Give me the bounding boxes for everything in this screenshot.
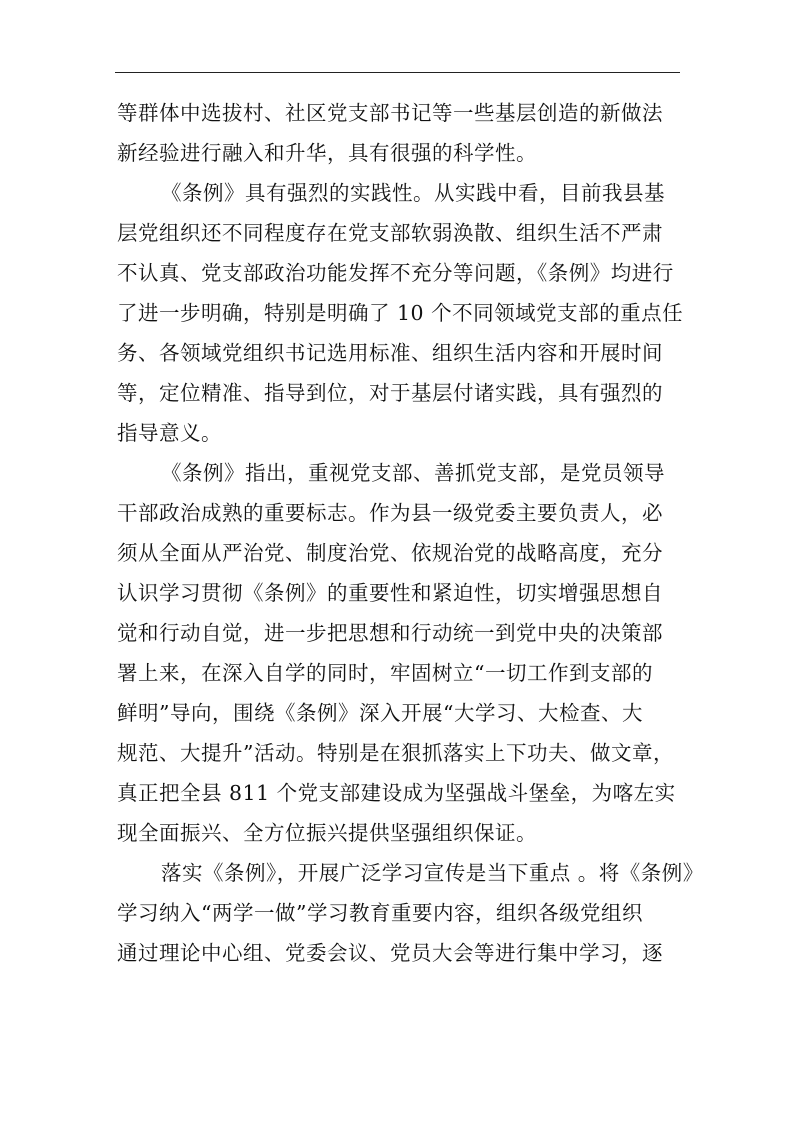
page-body [117, 93, 704, 973]
text-line: 新经验进行融入和升华，具有很强的科学性。 [117, 141, 537, 165]
text-line: 层党组织还不同程度存在党支部软弱涣散、组织生活不严肃 [117, 221, 663, 245]
text-line: 学习纳入“两学一做”学习教育重要内容，组织各级党组织 [117, 901, 643, 925]
text-line-first: 《条例》指出，重视党支部、善抓党支部，是党员领导 [161, 461, 665, 485]
text-line: 认识学习贯彻《条例》的重要性和紧迫性，切实增强思想自 [117, 581, 663, 605]
text-line: 通过理论中心组、党委会议、党员大会等进行集中学习，逐 [117, 941, 663, 965]
text-line: 鲜明”导向，围绕《条例》深入开展“大学习、大检查、大 [117, 701, 643, 725]
paragraph-4 [117, 853, 704, 973]
paragraph-1 [117, 93, 687, 173]
text-line: 规范、大提升”活动。特别是在狠抓落实上下功夫、做文章， [117, 741, 674, 765]
text-line: 须从全面从严治党、制度治党、依规治党的战略高度，充分 [117, 541, 663, 565]
text-line: 务、各领域党组织书记选用标准、组织生活内容和开展时间 [117, 341, 663, 365]
text-line-first: 《条例》具有强烈的实践性。从实践中看，目前我县基 [161, 181, 665, 205]
text-line: 等群体中选拔村、社区党支部书记等一些基层创造的新做法 [117, 101, 663, 125]
text-line-first: 落实《条例》，开展广泛学习宣传是当下重点 。将《条例》 [161, 861, 704, 885]
header-rule [115, 72, 680, 73]
text-line: 真正把全县 811 个党支部建设成为坚强战斗堡垒，为喀左实 [117, 781, 676, 805]
text-line: 现全面振兴、全方位振兴提供坚强组织保证。 [117, 821, 537, 845]
text-line: 指导意义。 [117, 421, 222, 445]
text-line: 不认真、党支部政治功能发挥不充分等问题，《条例》均进行 [117, 261, 674, 285]
paragraph-2 [117, 173, 687, 453]
text-line: 等，定位精准、指导到位，对于基层付诸实践，具有强烈的 [117, 381, 663, 405]
text-line: 署上来，在深入自学的同时，牢固树立“一切工作到支部的 [117, 661, 653, 685]
text-line: 了进一步明确，特别是明确了 10 个不同领域党支部的重点任 [117, 301, 684, 325]
text-line: 干部政治成熟的重要标志。作为县一级党委主要负责人，必 [117, 501, 663, 525]
paragraph-3 [117, 453, 687, 853]
text-line: 觉和行动自觉，进一步把思想和行动统一到党中央的决策部 [117, 621, 663, 645]
